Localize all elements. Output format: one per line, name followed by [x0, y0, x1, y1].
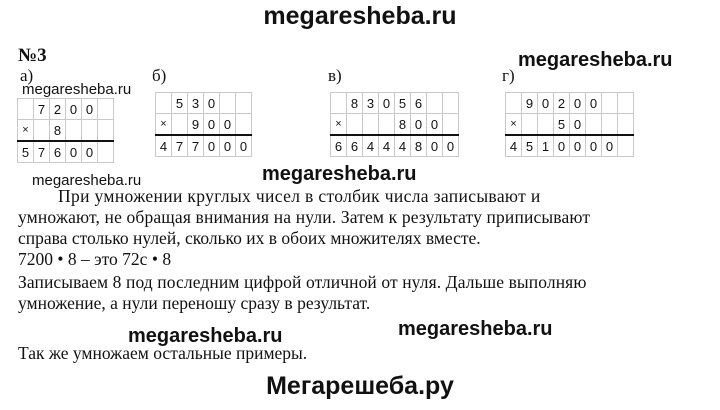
watermark-footer: Мегарешеба.ру: [266, 372, 454, 400]
watermark-middle: megaresheba.ru: [262, 163, 417, 185]
cell: [427, 93, 443, 114]
cell: 0: [554, 135, 570, 157]
cell: [602, 93, 618, 114]
cell: [586, 114, 602, 136]
cell: 0: [427, 114, 443, 136]
cell: 4: [156, 135, 172, 157]
cell: 0: [443, 135, 459, 157]
cell: 0: [411, 114, 427, 136]
cell: 3: [188, 93, 204, 114]
cell: 0: [204, 135, 220, 157]
cell: 0: [570, 93, 586, 114]
cell: [602, 114, 618, 136]
cell: [156, 93, 172, 114]
cell: 0: [204, 114, 220, 136]
cell: [443, 114, 459, 136]
cell: [172, 114, 188, 136]
example-g-label: г): [502, 66, 515, 85]
multiply-sign: ×: [331, 114, 347, 136]
cell: 8: [50, 120, 66, 142]
watermark-right: megaresheba.ru: [518, 49, 673, 71]
cell: 8: [411, 135, 427, 157]
cell: [220, 93, 236, 114]
example-b-label: б): [152, 66, 167, 85]
conclusion-line: Так же умножаем остальные примеры.: [18, 343, 308, 363]
example-g-grid: [505, 92, 634, 157]
cell: 8: [347, 93, 363, 114]
cell: 3: [363, 93, 379, 114]
cell: [506, 93, 522, 114]
watermark-top: megaresheba.ru: [263, 2, 457, 30]
cell: 0: [586, 135, 602, 157]
cell: 6: [411, 93, 427, 114]
cell: [618, 135, 634, 157]
multiply-sign: ×: [156, 114, 172, 136]
cell: 2: [50, 99, 66, 120]
cell: 0: [82, 99, 98, 120]
cell: [363, 114, 379, 136]
cell: 7: [34, 99, 50, 120]
explanation-line-3: справа столько нулей, сколько их в обоих множителях вместе.: [18, 228, 481, 248]
cell: 6: [331, 135, 347, 157]
cell: [618, 114, 634, 136]
cell: [618, 93, 634, 114]
cell: 0: [602, 135, 618, 157]
cell: [98, 141, 114, 163]
explanation-line-6: умножение, а нули переношу сразу в результат.: [18, 293, 371, 313]
cell: 0: [220, 114, 236, 136]
cell: 0: [220, 135, 236, 157]
cell: 7: [188, 135, 204, 157]
explanation-line-1: При умножении круглых чисел в столбик числа записывают и: [58, 186, 541, 206]
cell: [379, 114, 395, 136]
cell: 0: [427, 135, 443, 157]
watermark-left: megaresheba.ru: [22, 81, 132, 98]
cell: 0: [204, 93, 220, 114]
cell: 0: [66, 141, 82, 163]
cell: 4: [506, 135, 522, 157]
example-expression: 7200 • 8 – это 72с • 8: [18, 249, 172, 269]
watermark-bottom-left: megaresheba.ru: [128, 325, 283, 347]
cell: 5: [395, 93, 411, 114]
cell: 8: [395, 114, 411, 136]
cell: 5: [554, 114, 570, 136]
cell: [347, 114, 363, 136]
example-b-grid: [155, 92, 252, 157]
explanation-line-2: умножают, не обращая внимания на нули. Затем к результату приписывают: [18, 207, 591, 227]
cell: [236, 114, 252, 136]
cell: [34, 120, 50, 142]
watermark-bottom-right: megaresheba.ru: [398, 318, 553, 340]
cell: 0: [66, 99, 82, 120]
cell: [331, 93, 347, 114]
cell: [66, 120, 82, 142]
cell: 2: [554, 93, 570, 114]
cell: 6: [50, 141, 66, 163]
watermark-left-2: megaresheba.ru: [32, 172, 142, 189]
cell: [522, 114, 538, 136]
cell: 1: [538, 135, 554, 157]
cell: 0: [586, 93, 602, 114]
cell: 0: [236, 135, 252, 157]
cell: 5: [522, 135, 538, 157]
task-number: №3: [18, 45, 47, 66]
cell: 0: [379, 93, 395, 114]
cell: 0: [82, 141, 98, 163]
example-v-grid: [330, 92, 459, 157]
multiply-sign: ×: [18, 120, 34, 142]
cell: 0: [538, 93, 554, 114]
cell: 4: [379, 135, 395, 157]
example-a-grid: [17, 98, 114, 163]
explanation-line-5: Записываем 8 под последним цифрой отличной от нуля. Дальше выполняю: [18, 272, 587, 292]
cell: [82, 120, 98, 142]
cell: 6: [347, 135, 363, 157]
cell: 5: [18, 141, 34, 163]
cell: [18, 99, 34, 120]
cell: [236, 93, 252, 114]
cell: 7: [172, 135, 188, 157]
cell: 4: [363, 135, 379, 157]
example-v-label: в): [328, 66, 342, 85]
cell: [98, 120, 114, 142]
example-a-label: а): [20, 66, 34, 85]
cell: 0: [570, 135, 586, 157]
cell: 4: [395, 135, 411, 157]
cell: 7: [34, 141, 50, 163]
cell: [98, 99, 114, 120]
cell: [443, 93, 459, 114]
cell: 9: [522, 93, 538, 114]
cell: 0: [570, 114, 586, 136]
cell: 5: [172, 93, 188, 114]
cell: [538, 114, 554, 136]
multiply-sign: ×: [506, 114, 522, 136]
cell: 9: [188, 114, 204, 136]
